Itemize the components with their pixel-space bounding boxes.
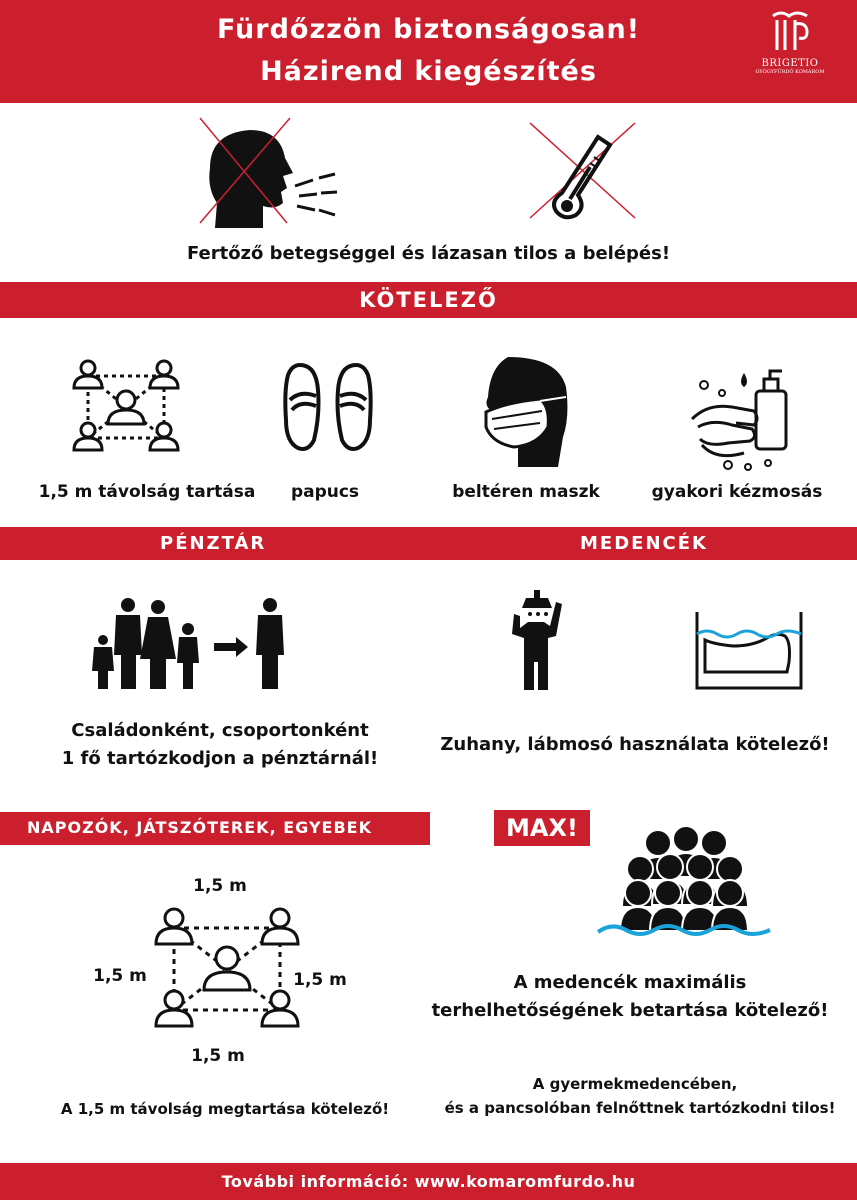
family-queue-icon: [88, 597, 293, 692]
cashier-heading: PÉNZTÁR: [160, 533, 267, 554]
logo-subtitle: GYÓGYFÜRDŐ KOMÁROM: [755, 69, 825, 75]
entry-warning: Fertőző betegséggel és lázasan tilos a belépés!: [186, 243, 671, 264]
water-wave-icon: [598, 918, 770, 942]
sunbeds-distance-icon: [152, 906, 302, 1032]
sunbeds-heading: NAPOZÓK, JÁTSZÓTEREK, EGYEBEK: [27, 818, 372, 837]
max-badge: [494, 810, 590, 846]
shower-icon: [508, 590, 563, 690]
distance-label-left: 1,5 m: [93, 966, 147, 986]
max-note-line1: A gyermekmedencében,: [532, 1075, 738, 1093]
cashier-pools-band: [0, 527, 857, 560]
sunbeds-band: [0, 812, 430, 845]
distance-label-bottom: 1,5 m: [191, 1046, 245, 1066]
max-text-line2: terhelhetőségének betartása kötelező!: [431, 1000, 829, 1021]
cashier-text-line2: 1 fő tartózkodjon a pénztárnál!: [61, 748, 379, 769]
pools-text: Zuhany, lábmosó használata kötelező!: [440, 734, 830, 755]
max-badge-text: MAX!: [506, 814, 578, 842]
slippers-icon: [278, 360, 378, 455]
footer-text: További információ: www.komaromfurdo.hu: [221, 1172, 636, 1191]
page-subtitle: Házirend kiegészítés: [260, 56, 597, 87]
thermometer-icon: [530, 123, 640, 223]
logo-name: BRIGETIO: [761, 58, 819, 69]
cough-person-icon: [195, 118, 345, 228]
mandatory-item-slippers: papucs: [290, 482, 360, 502]
max-text-line1: A medencék maximális: [513, 972, 747, 993]
footer-banner: [0, 1163, 857, 1200]
mandatory-item-mask: beltéren maszk: [452, 482, 600, 502]
mandatory-item-handwash: gyakori kézmosás: [651, 482, 823, 502]
logo-emblem-icon: [767, 10, 813, 54]
footbath-icon: [693, 612, 805, 690]
header-banner: [0, 0, 857, 103]
mandatory-item-distance: 1,5 m távolság tartása: [38, 482, 256, 502]
brigetio-logo: [740, 10, 840, 92]
mask-icon: [478, 357, 578, 467]
handwash-icon: [688, 363, 798, 473]
mandatory-band: [0, 282, 857, 318]
sunbeds-text: A 1,5 m távolság megtartása kötelező!: [60, 1100, 390, 1118]
cashier-text-line1: Családonként, csoportonként: [71, 720, 369, 741]
page-title: Fürdőzzön biztonságosan!: [216, 14, 641, 45]
max-note-line2: és a pancsolóban felnőttnek tartózkodni tilos!: [444, 1099, 836, 1117]
mandatory-heading: KÖTELEZŐ: [359, 288, 498, 312]
distance-label-top: 1,5 m: [193, 876, 247, 896]
distance-people-icon: [70, 358, 182, 458]
pools-heading: MEDENCÉK: [580, 533, 708, 554]
distance-label-right: 1,5 m: [293, 970, 347, 990]
